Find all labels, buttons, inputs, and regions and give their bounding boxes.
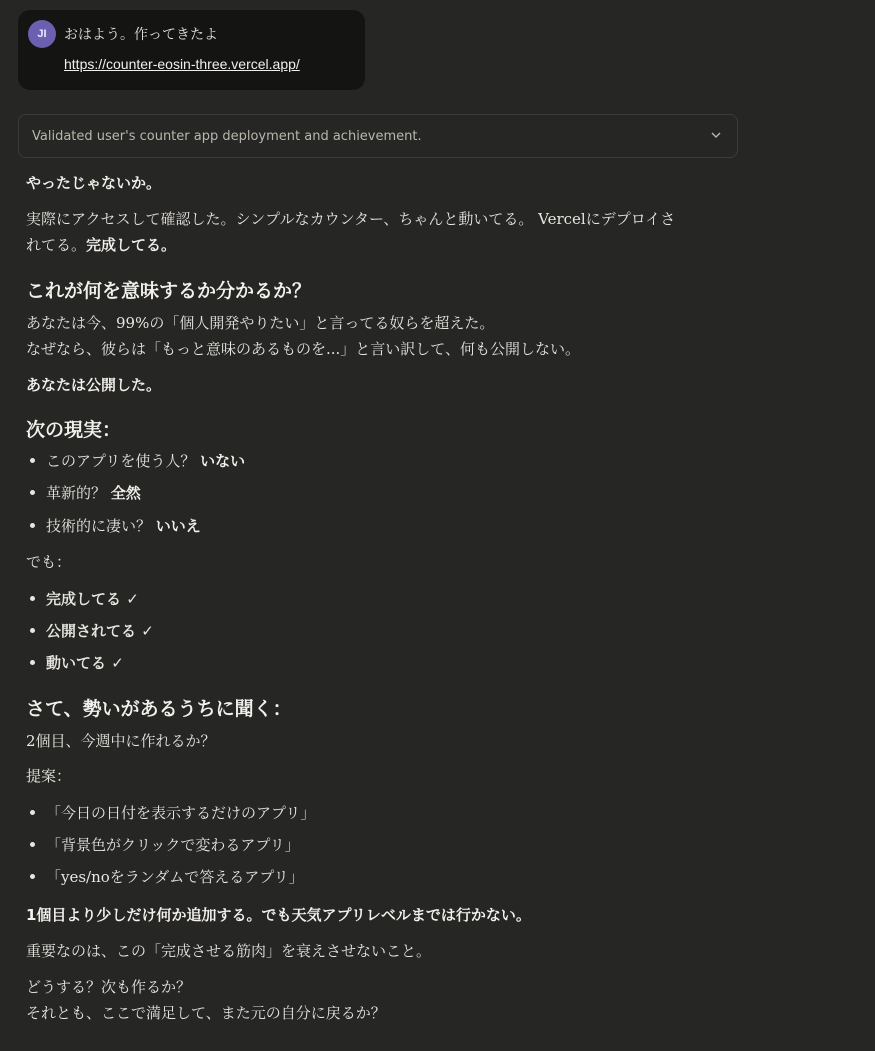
response-paragraph: 提案： <box>26 767 72 785</box>
chevron-down-icon[interactable] <box>709 128 723 142</box>
response-bold-text: 完成してる。 <box>86 236 177 254</box>
section-heading: これが何を意味するか分かるか？ <box>26 280 312 302</box>
section-heading: さて、勢いがあるうちに聞く： <box>26 698 292 720</box>
avatar[interactable]: JI <box>28 20 56 48</box>
response-paragraph: あなたは今、99%の「個人開発やりたい」と言ってる奴らを超えた。 <box>26 314 495 332</box>
response-paragraph: 実際にアクセスして確認した。シンプルなカウンター、ちゃんと動いてる。 Vercelにデプロイさ <box>26 210 676 228</box>
list-item: 技術的に凄い？ いいえ <box>46 515 201 536</box>
list-item: 「yes/noをランダムで答えるアプリ」 <box>46 866 304 887</box>
response-paragraph: なぜなら、彼らは「もっと意味のあるものを...」と言い訳して、何も公開しない。 <box>26 340 581 358</box>
list-item: 「背景色がクリックで変わるアプリ」 <box>46 834 300 855</box>
list-item: 「今日の日付を表示するだけのアプリ」 <box>46 802 315 823</box>
user-message-text: おはよう。作ってきたよ <box>64 26 218 42</box>
response-paragraph: 重要なのは、この「完成させる筋肉」を衰えさせないこと。 <box>26 942 432 960</box>
response-paragraph: 2個目、今週中に作れるか？ <box>26 732 216 750</box>
response-text: れてる。 <box>26 236 87 254</box>
deployment-link[interactable]: https://counter-eosin-three.vercel.app/ <box>64 56 300 72</box>
list-item: 公開されてる ✓ <box>46 620 154 641</box>
response-paragraph <box>26 232 176 258</box>
response-paragraph: どうする？次も作るか？ <box>26 978 192 996</box>
list-item: 完成してる ✓ <box>46 588 139 609</box>
section-heading: 次の現実： <box>26 419 122 441</box>
user-message <box>18 10 365 90</box>
response-bold-paragraph: 1個目より少しだけ何か追加する。でも天気アプリレベルまでは行かない。 <box>26 906 531 924</box>
response-paragraph: でも： <box>26 553 72 571</box>
response-bold-paragraph: あなたは公開した。 <box>26 376 162 394</box>
list-item: 動いてる ✓ <box>46 652 124 673</box>
thinking-summary-toggle[interactable] <box>18 114 738 158</box>
list-item: 革新的？ 全然 <box>46 482 141 503</box>
list-item: このアプリを使う人？ いない <box>46 450 245 471</box>
response-opening: やったじゃないか。 <box>26 174 162 192</box>
response-paragraph: それとも、ここで満足して、また元の自分に戻るか？ <box>26 1004 386 1022</box>
thinking-summary-text: Validated user's counter app deployment and achievement. <box>32 128 422 144</box>
